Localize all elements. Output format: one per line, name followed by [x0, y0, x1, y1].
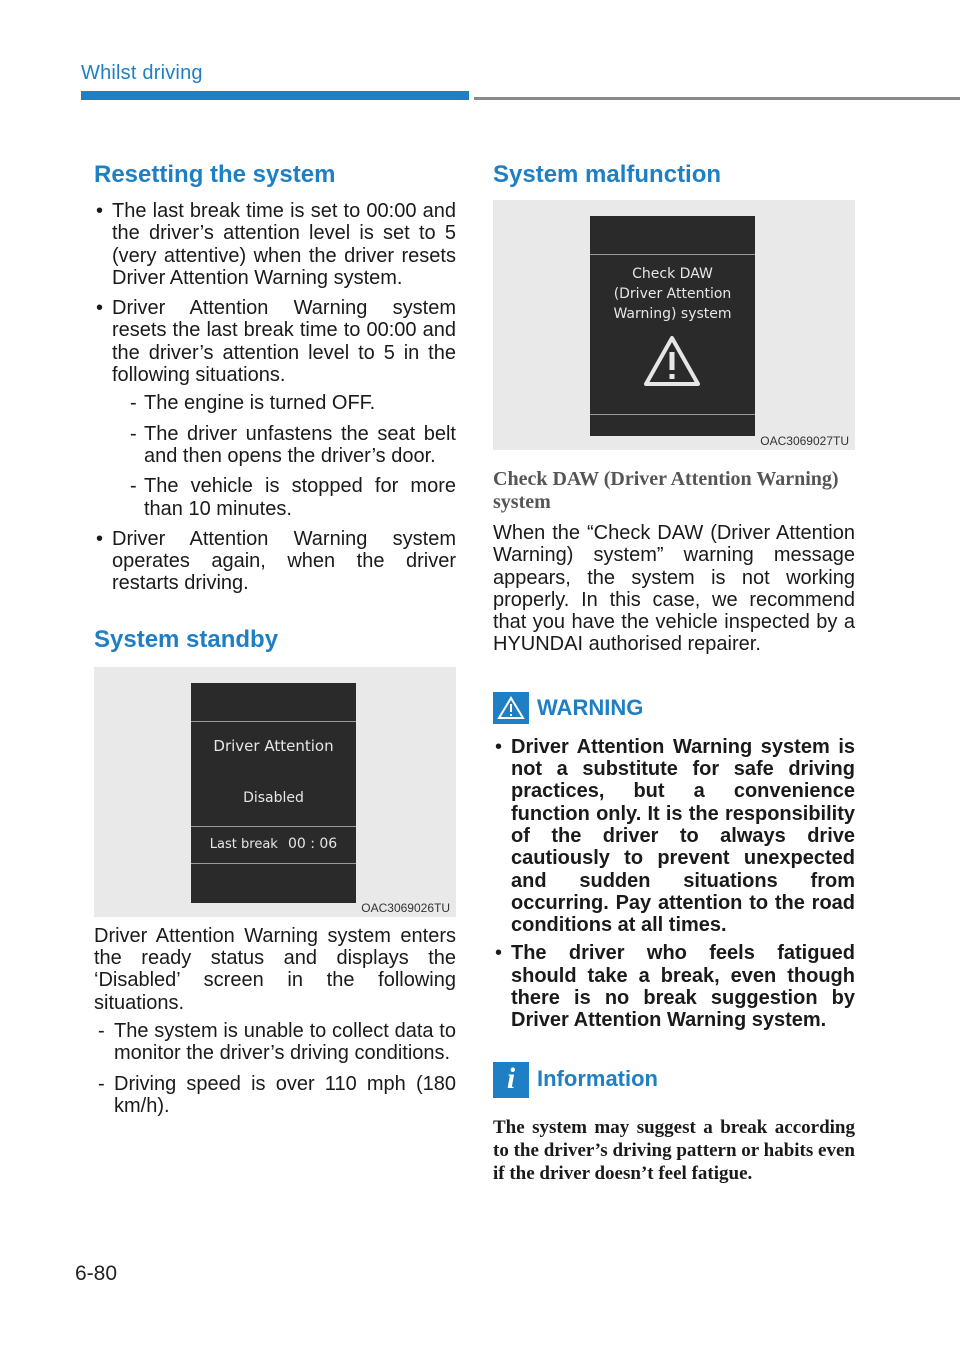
screen-message-line-2: (Driver Attention — [613, 286, 732, 302]
figure-id: OAC3069026TU — [361, 900, 450, 915]
page-number: 6-80 — [75, 1262, 118, 1285]
screen-divider — [590, 414, 755, 415]
list-item: - The engine is turned OFF. — [112, 392, 456, 414]
malfunction-heading: System malfunction — [493, 161, 722, 188]
screen-break — [191, 833, 356, 856]
information-header — [493, 1062, 855, 1098]
warning-header — [493, 692, 855, 724]
list-item: • The driver who feels fatigued should take a break, even though there is no break suggestion by Driver Attention Warning system. — [493, 942, 855, 1031]
list-item: - The system is unable to collect data to monitor the driver’s driving conditions. — [94, 1020, 456, 1065]
reset-situations — [112, 392, 456, 519]
screen-break-time: 00 : 06 — [287, 835, 338, 852]
standby-situations — [94, 1020, 456, 1117]
list-item-text: Driver Attention Warning system resets the last break time to 00:00 and the driver’s attention level to 5 in the following situations. — [112, 297, 456, 387]
header-rule-gray — [474, 97, 960, 100]
screen-divider — [590, 254, 755, 255]
standby-figure — [94, 667, 456, 917]
malfunction-subheading: Check DAW (Driver Attention Warning) system — [493, 468, 839, 513]
warning-triangle-icon — [642, 334, 702, 388]
standby-paragraph: Driver Attention Warning system enters the ready status and displays the ‘Disabled’ screen in the following situations. — [94, 924, 456, 1014]
resetting-heading: Resetting the system — [94, 161, 336, 188]
information-text: The system may suggest a break according to the driver’s driving pattern or habits even if the driver doesn’t feel fatigue. — [493, 1116, 855, 1184]
left-column — [94, 160, 456, 1125]
list-item: - Driving speed is over 110 mph (180 km/h). — [94, 1073, 456, 1118]
screen-message-line-1: Check DAW — [632, 266, 713, 282]
cluster-screen — [590, 216, 755, 436]
screen-divider — [191, 721, 356, 722]
list-item: - The driver unfastens the seat belt and then opens the driver’s door. — [112, 423, 456, 468]
list-item — [94, 297, 456, 520]
screen-break-label: Last break — [209, 836, 278, 852]
warning-icon — [493, 692, 529, 724]
list-item: • Driver Attention Warning system operates again, when the driver restarts driving. — [94, 528, 456, 595]
warning-title: WARNING — [537, 694, 644, 720]
cluster-screen — [191, 683, 356, 903]
malfunction-paragraph: When the “Check DAW (Driver Attention Warning) system” warning message appears, the system is not working properly. In this case, we recommend that you have the vehicle inspected by a HYUNDAI authorised repairer. — [493, 522, 855, 656]
screen-title: Driver Attention — [213, 736, 334, 755]
header-rule-blue — [81, 91, 469, 100]
screen-divider — [191, 826, 356, 827]
resetting-bullets — [94, 200, 456, 595]
figure-id: OAC3069027TU — [760, 434, 849, 448]
information-box — [493, 1062, 855, 1185]
list-item: - The vehicle is stopped for more than 10 minutes. — [112, 475, 456, 520]
list-item: • The last break time is set to 00:00 and the driver’s attention level is set to 5 (very attentive) when the driver resets Driver Attention Warning system. — [94, 200, 456, 289]
information-title: Information — [537, 1066, 658, 1092]
section-title: Whilst driving — [81, 62, 203, 84]
right-column — [493, 160, 855, 1185]
standby-heading: System standby — [94, 625, 279, 653]
malfunction-figure — [493, 200, 855, 450]
screen-status: Disabled — [243, 789, 304, 806]
screen-divider — [191, 863, 356, 864]
warning-list — [493, 736, 855, 1032]
screen-message-line-3: Warning) system — [613, 306, 732, 322]
warning-box — [493, 692, 855, 1032]
info-icon: i — [493, 1062, 529, 1098]
list-item: • Driver Attention Warning system is not a substitute for safe driving practices, but a convenience function only. It is the responsibility of the driver to always drive cautiously to prevent unexpected and sudden situations from occurring. Pay attention to the road conditions at all times. — [493, 736, 855, 937]
